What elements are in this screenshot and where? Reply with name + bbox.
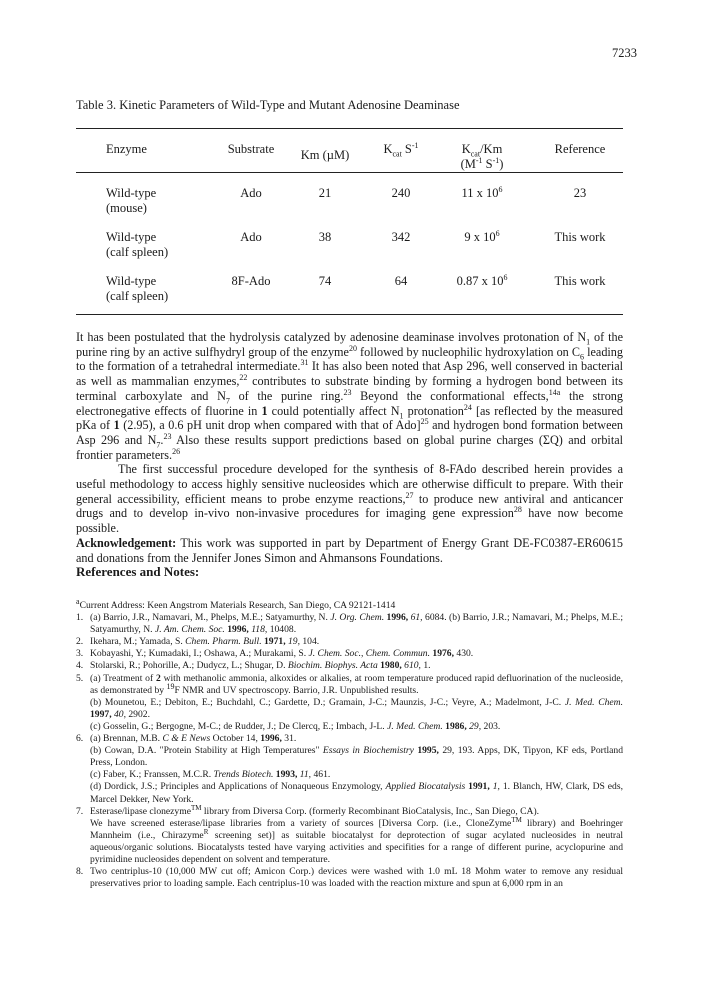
paragraph-mechanism: It has been postulated that the hydrolysis catalyzed by adenosine deaminase involves protonation of $N_1$ of the purine ring by an active sulfhydryl group of the enzyme$^{20}$ followed by nucleophilic hydroxylation on $C_6$ leading to the formation of a tetrahedral intermediate.$^{31}$ It has also been noted that Asp 296, well conserved in bacterial as well as mammalian enzymes,$^{22}$ contributes to substrate binding by forming a hydrogen bond between its terminal carboxylate and $N_7$ of the purine ring.$^{23}$ Beyond the conformational effects,$^{14a}$ the strong electronegative effects of fluorine in 1 could potentially affect $N_1$ protonation$^{24}$ [as reflected by the measured pKa of 1 (2.95), a 0.6 pH unit drop when compared with that of Ado]$^{25}$ and hydrogen bond formation between Asp 296 and $N_7.^{23}$ Also these results support predictions based on global purine charges (ΣQ) and orbital frontier parameters.$^{26}$ <box>76 330 624 462</box>
table-row-3-ratio: 0.87 x $10^6$ <box>456 272 508 288</box>
table-row-2-enzyme: Wild-type (calf spleen) <box>106 230 169 259</box>
table-row-3-enzyme: Wild-type (calf spleen) <box>106 274 169 303</box>
header-km: Km (µM) <box>300 148 350 162</box>
reference-6: 6. (a) Brennan, M.B. C & E News October 14, 1996, 31. <box>76 733 297 745</box>
reference-6d: (d) Dordick, J.S.; Principles and Applications of Nonaqueous Enzymology, Applied Biocatalysis 1991, 1, 1. Blanch, HW, Clark, DS eds, Marcel Dekker, New York. <box>90 781 623 805</box>
table-top-rule <box>76 128 623 129</box>
table-row-3-km: 74 <box>318 274 332 288</box>
body-text <box>76 330 623 580</box>
table-header-rule <box>76 172 623 173</box>
paragraph-conclusion: The first successful procedure developed for the synthesis of 8-FAdo described herein provides a useful methodology to access highly sensitive nucleosides which are otherwise difficult to prepare. With their general accessibility, efficient means to probe enzyme reactions,$^{27}$ to produce new antiviral and anticancer drugs and to develop in-vivo non-invasive procedures for imaging gene expression$^{28}$ have now become possible. <box>76 462 624 536</box>
references-heading: References and Notes: <box>76 564 200 580</box>
table-row-2-kcat: 342 <box>391 230 411 244</box>
header-reference: Reference <box>554 142 606 156</box>
table-bottom-rule <box>76 314 623 315</box>
reference-4: 4. Stolarski, R.; Pohorille, A.; Dudycz, L.; Shugar, D. Biochim. Biophys. Acta 1980, 610, 1. <box>76 660 431 672</box>
table-row-3-kcat: 64 <box>394 274 408 288</box>
table-row-2-substrate: Ado <box>240 230 262 244</box>
header-substrate: Substrate <box>227 142 275 156</box>
acknowledgement: Acknowledgement: This work was supported in part by Department of Energy Grant DE-FC0387-ER60615 and donations from the Jennifer Jones Simon and Ahmansons Foundations. <box>76 535 623 565</box>
acknowledgement-heading: Acknowledgement: <box>76 535 177 550</box>
table-row-2-ratio: 9 x $10^6$ <box>464 228 500 244</box>
reference-3: 3. Kobayashi, Y.; Kumadaki, I.; Oshawa, A.; Murakami, S. J. Chem. Soc., Chem. Commun. 1976, 430. <box>76 648 474 660</box>
reference-2: 2. Ikehara, M.; Yamada, S. Chem. Pharm. Bull. 1971, 19, 104. <box>76 636 320 648</box>
header-kcat: $K_{cat}$ $S^{-1}$ <box>383 140 419 159</box>
reference-5b: (b) Mounetou, E.; Debiton, E.; Buchdahl, C.; Gardette, D.; Gramain, J-C.; Maunzis, J-C.; Veyre, A.; Madelmont, J-C. J. Med. Chem. 1997, 40, 2902. <box>90 696 623 720</box>
table-row-2-reference: This work <box>554 230 606 244</box>
header-kcat-km: $K_{cat}/Km$ ($M^{-1}$ $S^{-1}$) <box>460 142 504 171</box>
table-row-2-km: 38 <box>318 230 332 244</box>
table-row-1-enzyme: Wild-type (mouse) <box>106 186 157 215</box>
reference-6c: (c) Faber, K.; Franssen, M.C.R. Trends Biotech. 1993, 11, 461. <box>90 769 331 781</box>
header-enzyme: Enzyme <box>106 142 147 156</box>
table-caption: Table 3. Kinetic Parameters of Wild-Type and Mutant Adenosine Deaminase <box>76 98 460 112</box>
table-row-1-substrate: Ado <box>240 186 262 200</box>
reference-7: 7. Esterase/lipase clonezyme™ library from Diversa Corp. (formerly Recombinant BioCatalysis, Inc., San Diego, CA). <box>76 803 540 817</box>
table-row-1-kcat: 240 <box>391 186 411 200</box>
reference-1: 1. (a) Barrio, J.R., Namavari, M., Phelps, M.E.; Satyamurthy, N. J. Org. Chem. 1996, 61, 6084. (b) Barrio, J.R.; Namavari, M.; Phelps, M.E.; Satyamurthy, N. J. Am. Chem. Soc. 1996, 118, 10408. <box>76 612 624 636</box>
reference-8: 8. Two centriplus-10 (10,000 MW cut off; Amicon Corp.) devices were washed with 1.0 mL 18 Mohm water to remove any residual preservatives prior to loading sample. Each centriplus-10 was loaded with the reaction mixture and spun at 6,000 rpm in an <box>76 866 623 890</box>
reference-5: 5. (a) Treatment of 2 with methanolic ammonia, alkoxides or alkalies, at room temperature produced rapid defluorination of the nucleoside, as demonstrated by $^{19}$F NMR and UV spectroscopy. Barrio, J.R. Unpublished results. <box>76 672 624 696</box>
page-number: 7233 <box>612 46 637 60</box>
current-address: $^a$Current Address: Keen Angstrom Materials Research, San Diego, CA 92121-1414 <box>76 596 396 611</box>
table-row-3-substrate: 8F-Ado <box>231 274 271 288</box>
table-row-1-km: 21 <box>318 186 332 200</box>
reference-5c: (c) Gosselin, G.; Bergogne, M-C.; de Rudder, J.; De Clercq, E.; Imbach, J-L. J. Med. Chem. 1986, 29, 203. <box>90 720 501 732</box>
reference-6b: (b) Cowan, D.A. "Protein Stability at High Temperatures" Essays in Biochemistry 1995, 29, 193. Apps, DK, Tipyon, KF eds, Portland Press, London. <box>90 745 624 769</box>
references-list <box>76 596 624 890</box>
table-row-1-reference: 23 <box>573 186 587 200</box>
table-row-1-ratio: 11 x $10^6$ <box>461 184 503 200</box>
reference-7b: We have screened esterase/lipase libraries from a variety of sources [Diversa Corp. (i.e., CloneZyme™ library) and Boehringer Mannheim (i.e., Chirazyme$^R$ screening set)] as suitable biocatalyst for deprotection of sugar acylated nucleosides in neutral aqueous/organic solutions. Biocatalysts tested have varying activities and specifities for a range of different purine, acyclopurine and pyrimidine nucleosides dependent on solvent and temperature. <box>90 815 624 865</box>
table-row-3-reference: This work <box>554 274 606 288</box>
